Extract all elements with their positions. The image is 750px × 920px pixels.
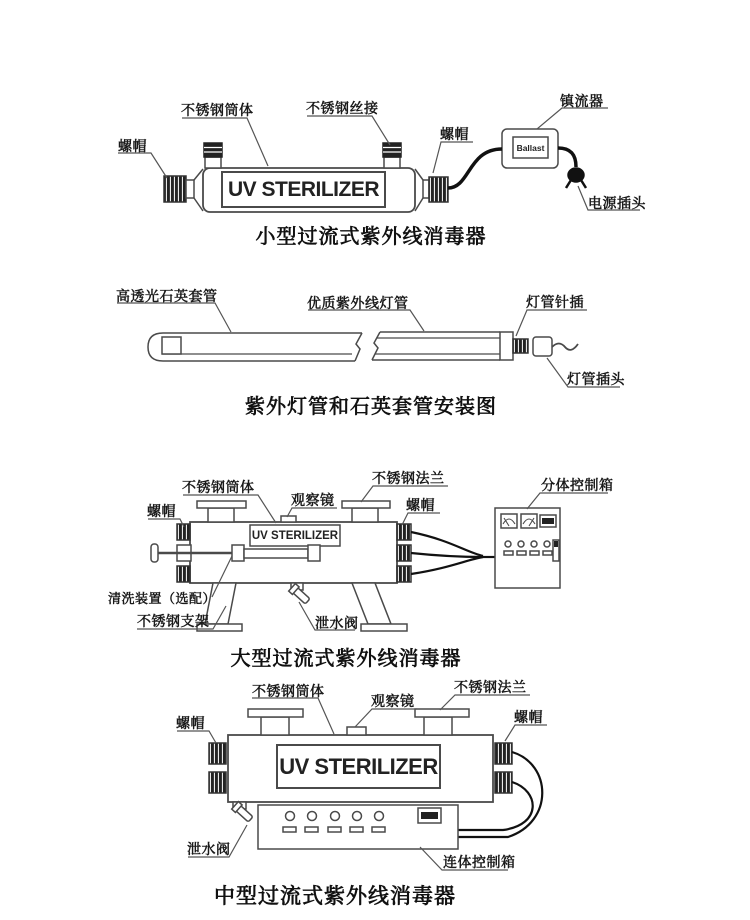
medium-drain-valve	[232, 802, 254, 823]
label-small-nut-right: 螺帽	[440, 126, 469, 142]
label-small-nut-left: 螺帽	[118, 138, 147, 154]
label-large-sight-glass: 观察镜	[291, 492, 335, 508]
label-small-wire-joint: 不锈钢丝接	[306, 100, 379, 116]
large-unit-art	[137, 486, 608, 631]
integrated-control-box	[258, 805, 458, 849]
lamp-assembly-caption: 紫外灯管和石英套管安装图	[245, 396, 497, 418]
label-cleaner: 清洗装置（选配）	[108, 591, 217, 606]
label-medium-flange: 不锈钢法兰	[454, 679, 527, 695]
label-large-nut-right: 螺帽	[406, 497, 435, 513]
label-power-plug: 电源插头	[588, 195, 646, 211]
label-ballast: 镇流器	[560, 93, 604, 109]
power-plug	[566, 168, 586, 188]
label-large-nut-left: 螺帽	[147, 503, 176, 519]
small-right-nut	[429, 177, 448, 202]
split-control-box	[495, 508, 560, 588]
medium-sight-glass	[347, 727, 366, 735]
label-lamp-plug: 灯管插头	[567, 371, 625, 387]
label-quartz-sleeve: 高透光石英套管	[116, 288, 218, 304]
uv-lamp-tube	[372, 332, 513, 360]
ballast-box-text: Ballast	[516, 142, 545, 153]
lamp-end-in-sleeve	[162, 337, 181, 354]
lamp-assembly-art	[117, 303, 620, 387]
medium-uv-sterilizer-text: UV STERILIZER	[279, 753, 438, 779]
label-small-body: 不锈钢筒体	[181, 102, 254, 118]
label-uv-lamp: 优质紫外线灯管	[307, 295, 409, 311]
small-unit-caption: 小型过流式紫外线消毒器	[255, 226, 487, 248]
control-cables	[411, 532, 495, 574]
ballast-wire	[448, 149, 502, 188]
medium-unit-caption: 中型过流式紫外线消毒器	[214, 885, 456, 908]
label-medium-body: 不锈钢筒体	[252, 683, 325, 699]
lamp-pins	[513, 339, 528, 353]
label-bracket: 不锈钢支架	[137, 613, 210, 629]
label-lamp-pin: 灯管针插	[526, 294, 584, 310]
label-large-drain-valve: 泄水阀	[315, 615, 359, 631]
label-medium-nut-left: 螺帽	[176, 715, 205, 731]
large-drain-valve	[289, 583, 311, 605]
large-left-nut-bottom	[177, 566, 190, 582]
label-integrated-control-box: 连体控制箱	[443, 854, 516, 870]
small-left-nut	[164, 176, 186, 202]
plug-wire	[558, 148, 576, 167]
label-medium-sight-glass: 观察镜	[371, 693, 415, 709]
large-unit-caption: 大型过流式紫外线消毒器	[230, 648, 462, 670]
small-uv-sterilizer-text: UV STERILIZER	[227, 177, 379, 201]
label-split-control-box: 分体控制箱	[541, 477, 614, 493]
wire-joint-ports	[204, 143, 401, 168]
lamp-plug	[533, 337, 552, 356]
label-large-body: 不锈钢筒体	[182, 479, 255, 495]
large-sight-glass	[281, 516, 296, 522]
label-medium-drain-valve: 泄水阀	[187, 841, 231, 857]
large-uv-sterilizer-text: UV STERILIZER	[251, 529, 339, 542]
label-large-flange: 不锈钢法兰	[372, 470, 445, 486]
label-medium-nut-right: 螺帽	[514, 709, 543, 725]
